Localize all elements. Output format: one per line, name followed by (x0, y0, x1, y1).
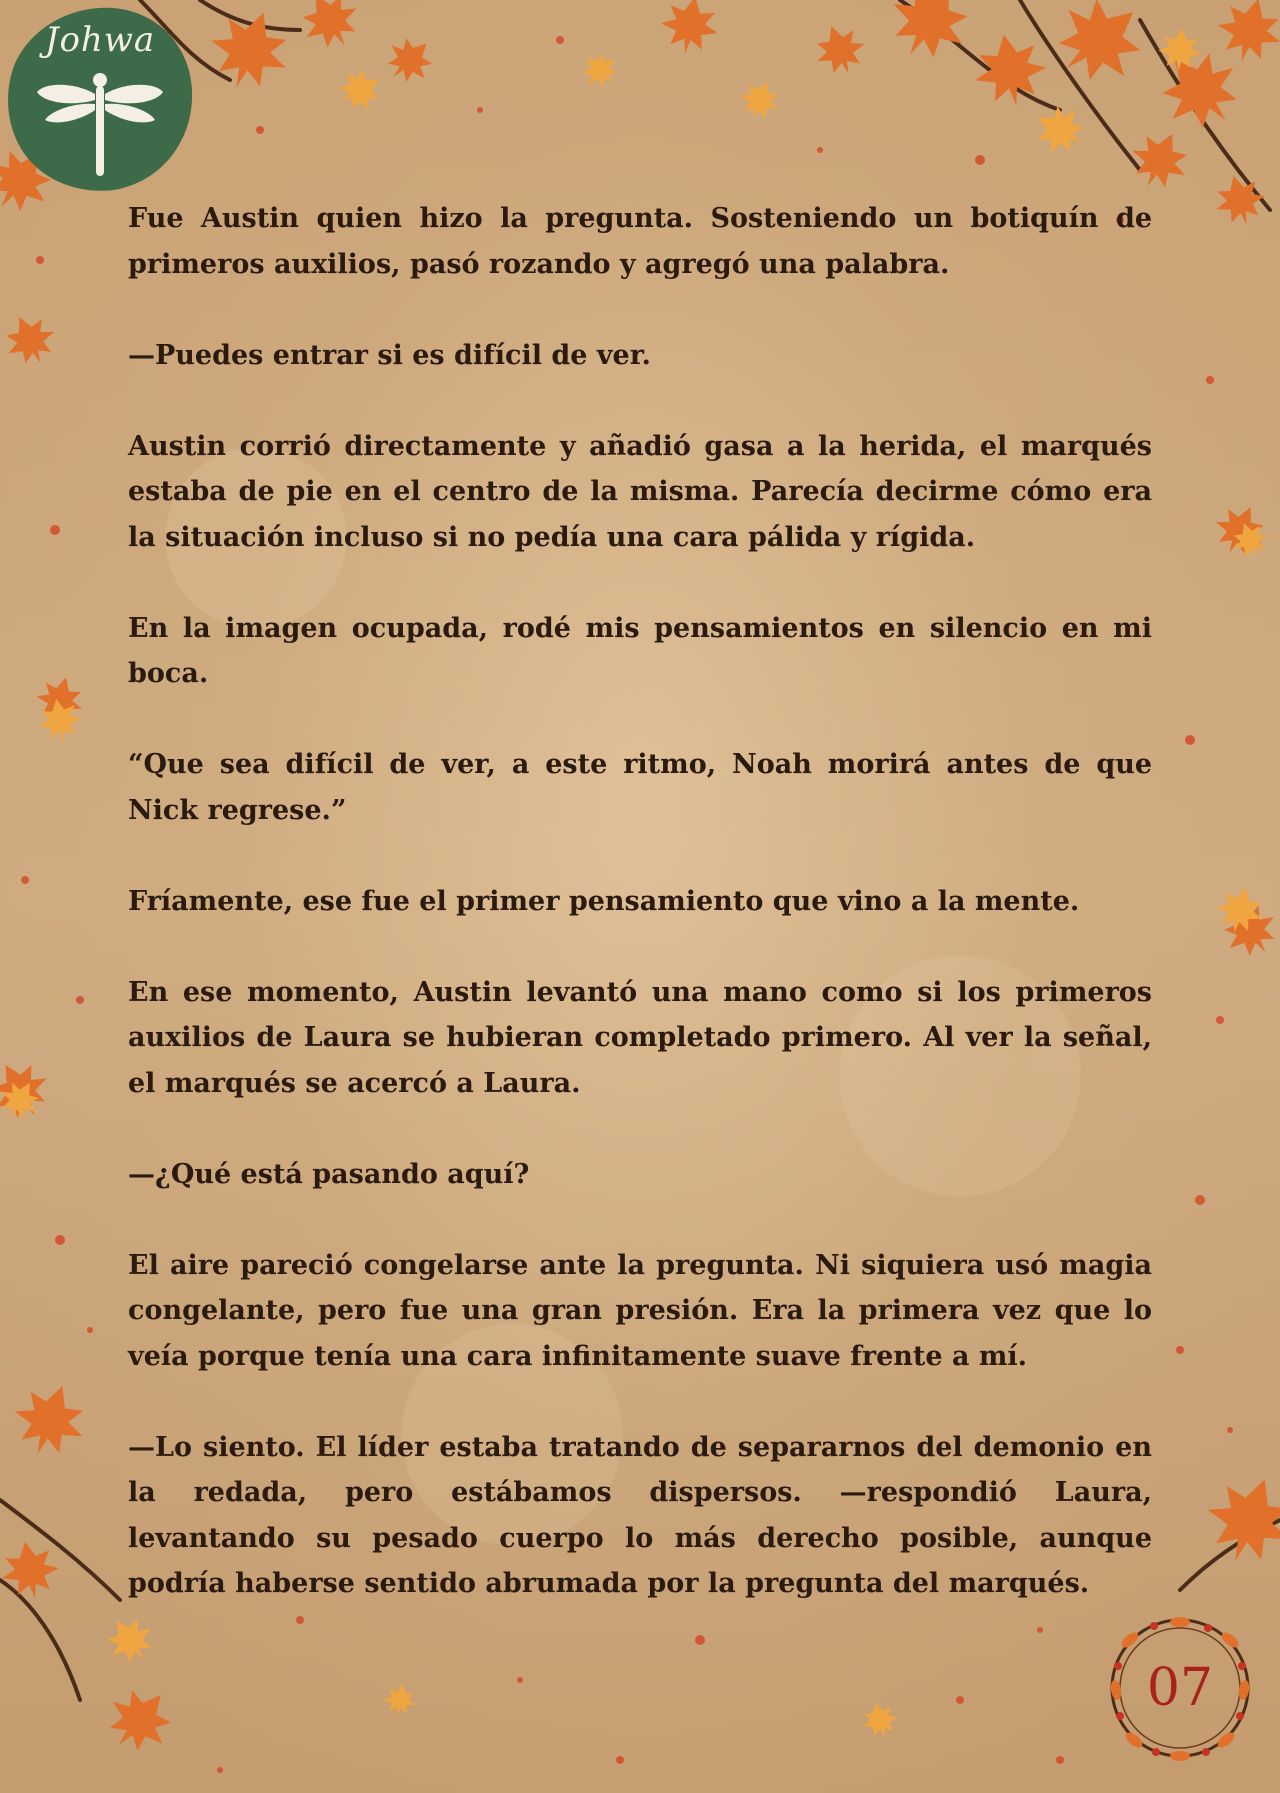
paragraph: El aire pareció congelarse ante la pregunta. Ni siquiera usó magia congelante, pero fue una gran presión. Era la primera vez que lo veía porque tenía una cara infinitamente suave frente a mí. (128, 1249, 1152, 1372)
paragraph: “Que sea difícil de ver, a este ritmo, Noah morirá antes de que Nick regrese.” (128, 749, 1152, 826)
page-number-wreath (1090, 1590, 1270, 1780)
publisher-badge (2, 2, 198, 194)
badge-name: Johwa (44, 20, 156, 60)
paragraph: Austin corrió directamente y añadió gasa a la herida, el marqués estaba de pie en el centro de la misma. Parecía decirme cómo era la situación incluso si no pedía una cara pálida y rígida. (128, 430, 1152, 553)
chapter-text (128, 196, 1152, 1607)
paragraph: En la imagen ocupada, rodé mis pensamientos en silencio en mi boca. (128, 612, 1152, 689)
paragraph: Fue Austin quien hizo la pregunta. Sosteniendo un botiquín de primeros auxilios, pasó rozando y agregó una palabra. (128, 203, 1152, 280)
dragonfly-icon (35, 72, 165, 182)
paragraph: Fríamente, ese fue el primer pensamiento que vino a la mente. (128, 885, 1080, 917)
paragraph: —Puedes entrar si es difícil de ver. (128, 339, 651, 371)
paragraph: —¿Qué está pasando aquí? (128, 1158, 530, 1190)
page-number: 07 (1146, 1658, 1214, 1718)
paragraph: En ese momento, Austin levantó una mano como si los primeros auxilios de Laura se hubieran completado primero. Al ver la señal, el marqués se acercó a Laura. (128, 976, 1152, 1099)
paragraph: —Lo siento. El líder estaba tratando de separarnos del demonio en la redada, pero estábamos dispersos. —respondió Laura, levantando su pesado cuerpo lo más derecho posible, aunque podría haberse sentido abrumada por la pregunta del marqués. (128, 1431, 1152, 1599)
